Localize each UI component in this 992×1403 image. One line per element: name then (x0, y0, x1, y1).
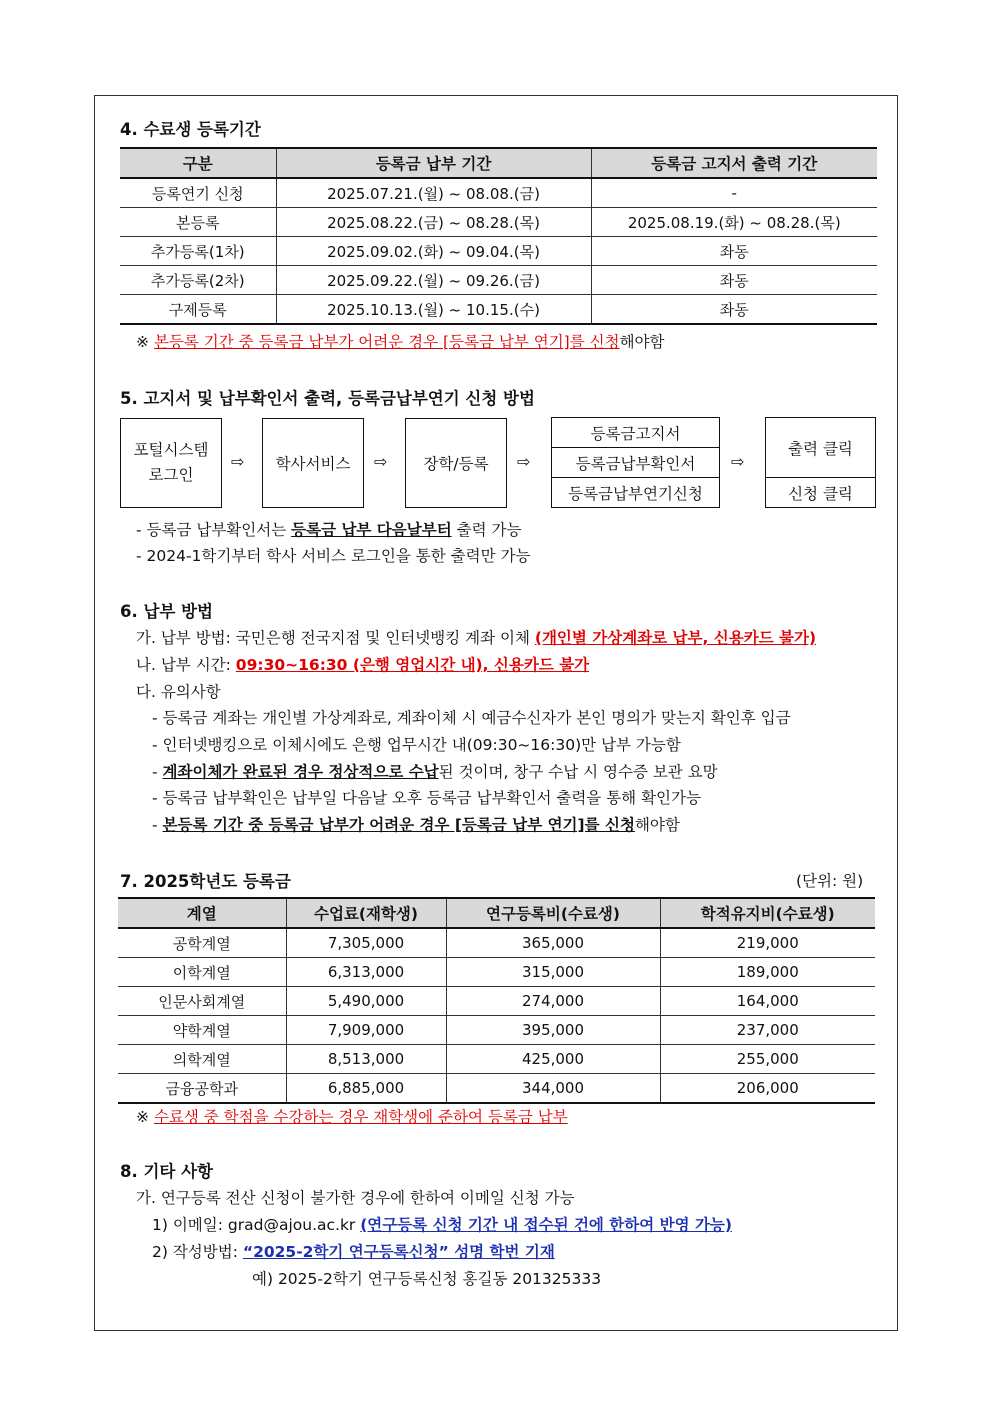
email-address-line (152, 1213, 732, 1235)
table-row (118, 1045, 875, 1074)
table-cell: 추가등록(1차) (120, 237, 276, 266)
table-cell: 219,000 (660, 928, 875, 958)
table-row (118, 1074, 875, 1104)
portal-login-box: 포털시스템 로그인 (120, 418, 222, 508)
note-bullet-2: - 인터넷뱅킹으로 이체시에도 은행 업무시간 내(09:30~16:30)만 납부 가능함 (152, 736, 681, 754)
table-header: 계열 (118, 898, 286, 928)
table-cell: 의학계열 (118, 1045, 286, 1074)
line-text: 된 것이며, 창구 수납 시 영수증 보관 요망 (438, 763, 718, 781)
table-cell: 6,313,000 (286, 958, 446, 987)
table-cell: 7,305,000 (286, 928, 446, 958)
line-emphasis: (연구등록 신청 기간 내 접수된 건에 한하여 반영 가능) (360, 1216, 732, 1234)
line-text: 출력 가능 (451, 521, 522, 539)
table-header: 수업료(재학생) (286, 898, 446, 928)
table-header: 등록금 고지서 출력 기간 (591, 148, 877, 178)
section-6-heading: 6. 납부 방법 (120, 602, 213, 621)
table-cell: 좌동 (591, 295, 877, 325)
line-text: 1) 이메일: grad@ajou.ac.kr (152, 1216, 361, 1234)
table-cell: 6,885,000 (286, 1074, 446, 1104)
table-cell: - (591, 178, 877, 208)
table-cell: 425,000 (446, 1045, 660, 1074)
table-cell: 189,000 (660, 958, 875, 987)
table-cell: 8,513,000 (286, 1045, 446, 1074)
table-cell: 좌동 (591, 266, 877, 295)
line-text: 2) 작성방법: (152, 1243, 243, 1261)
table-header: 등록금 납부 기간 (276, 148, 591, 178)
table-cell: 237,000 (660, 1016, 875, 1045)
table-cell: 255,000 (660, 1045, 875, 1074)
table-cell: 본등록 (120, 208, 276, 237)
table-cell: 2025.09.02.(화) ~ 09.04.(목) (276, 237, 591, 266)
note-tail: 해야함 (619, 333, 665, 351)
section-4-heading: 4. 수료생 등록기간 (120, 120, 261, 139)
note-emphasis: 본등록 기간 중 등록금 납부가 어려운 경우 [등록금 납부 연기]를 신청 (153, 333, 620, 351)
table-cell: 2025.07.21.(월) ~ 08.08.(금) (276, 178, 591, 208)
table-row (120, 208, 877, 237)
payment-time-line (136, 653, 589, 675)
table-row (120, 295, 877, 325)
table-row (120, 266, 877, 295)
payment-confirmation-box: 등록금납부확인서 (551, 447, 720, 478)
writing-method-line (152, 1240, 555, 1262)
note-bullet-3 (152, 760, 718, 782)
line-text: 가. 납부 방법: 국민은행 전국지점 및 인터넷뱅킹 계좌 이체 (136, 629, 535, 647)
table-row (118, 958, 875, 987)
table-cell: 164,000 (660, 987, 875, 1016)
table-cell: 5,490,000 (286, 987, 446, 1016)
arrow-icon: ⇨ (517, 452, 531, 471)
section-8-heading: 8. 기타 사항 (120, 1162, 213, 1181)
table-cell: 구제등록 (120, 295, 276, 325)
table-cell: 등록연기 신청 (120, 178, 276, 208)
table-cell: 2025.08.19.(화) ~ 08.28.(목) (591, 208, 877, 237)
line-text: - (152, 763, 163, 781)
arrow-icon: ⇨ (731, 452, 745, 471)
notes-heading: 다. 유의사항 (136, 683, 221, 701)
note-emphasis: 수료생 중 학점을 수강하는 경우 재학생에 준하여 등록금 납부 (153, 1108, 568, 1126)
note-bullet-1: - 등록금 계좌는 개인별 가상계좌로, 계좌이체 시 예금수신자가 본인 명의가 맞는지 확인후 입금 (152, 709, 791, 727)
print-click-box: 출력 클릭 (765, 417, 876, 478)
table-cell: 274,000 (446, 987, 660, 1016)
line-emphasis: “2025-2학기 연구등록신청” 성명 학번 기재 (242, 1243, 555, 1261)
section-7-note (136, 1105, 568, 1127)
unit-label: (단위: 원) (796, 872, 864, 890)
table-cell: 315,000 (446, 958, 660, 987)
tuition-table (118, 897, 875, 1104)
table-row (118, 1016, 875, 1045)
email-application-line: 가. 연구등록 전산 신청이 불가한 경우에 한하여 이메일 신청 가능 (136, 1189, 575, 1207)
section-4-note (136, 330, 665, 352)
table-row (120, 237, 877, 266)
note-mark: ※ (136, 333, 149, 351)
line-text: 나. 납부 시간: (136, 656, 236, 674)
table-cell: 약학계열 (118, 1016, 286, 1045)
section-5-line-1 (136, 518, 521, 540)
note-mark: ※ (136, 1108, 149, 1126)
arrow-icon: ⇨ (231, 452, 245, 471)
note-bullet-5 (152, 813, 680, 835)
line-text: - (152, 816, 163, 834)
scholarship-registration-box: 장학/등록 (405, 418, 507, 508)
table-cell: 7,909,000 (286, 1016, 446, 1045)
line-emphasis: 본등록 기간 중 등록금 납부가 어려운 경우 [등록금 납부 연기]를 신청 (162, 816, 635, 834)
table-header: 학적유지비(수료생) (660, 898, 875, 928)
table-row (118, 928, 875, 958)
table-cell: 206,000 (660, 1074, 875, 1104)
table-row (120, 178, 877, 208)
table-cell: 금융공학과 (118, 1074, 286, 1104)
line-emphasis: (개인별 가상계좌로 납부, 신용카드 불가) (534, 629, 817, 647)
table-cell: 2025.09.22.(월) ~ 09.26.(금) (276, 266, 591, 295)
example-line: 예) 2025-2학기 연구등록신청 홍길동 201325333 (252, 1270, 602, 1288)
arrow-icon: ⇨ (374, 452, 388, 471)
registration-period-table (120, 147, 877, 325)
academic-service-box: 학사서비스 (262, 418, 364, 508)
table-cell: 좌동 (591, 237, 877, 266)
note-bullet-4: - 등록금 납부확인은 납부일 다음날 오후 등록금 납부확인서 출력을 통해 확인가능 (152, 789, 701, 807)
line-emphasis: 계좌이체가 완료된 경우 정상적으로 수납 (162, 763, 439, 781)
payment-method-line (136, 626, 816, 648)
line-text: 해야함 (634, 816, 680, 834)
line-emphasis: 등록금 납부 다음날부터 (291, 521, 452, 539)
table-cell: 추가등록(2차) (120, 266, 276, 295)
section-5-line-2: - 2024-1학기부터 학사 서비스 로그인을 통한 출력만 가능 (136, 547, 531, 565)
line-text: - 등록금 납부확인서는 (136, 521, 292, 539)
table-cell: 344,000 (446, 1074, 660, 1104)
table-cell: 공학계열 (118, 928, 286, 958)
table-cell: 2025.08.22.(금) ~ 08.28.(목) (276, 208, 591, 237)
apply-click-box: 신청 클릭 (765, 477, 876, 508)
table-header: 구분 (120, 148, 276, 178)
payment-deferral-box: 등록금납부연기신청 (551, 477, 720, 508)
table-cell: 395,000 (446, 1016, 660, 1045)
table-header: 연구등록비(수료생) (446, 898, 660, 928)
table-cell: 인문사회계열 (118, 987, 286, 1016)
table-cell: 2025.10.13.(월) ~ 10.15.(수) (276, 295, 591, 325)
section-5-heading: 5. 고지서 및 납부확인서 출력, 등록금납부연기 신청 방법 (120, 389, 535, 408)
table-cell: 365,000 (446, 928, 660, 958)
table-row (118, 987, 875, 1016)
tuition-bill-box: 등록금고지서 (551, 417, 720, 448)
line-emphasis: 09:30~16:30 (은행 영업시간 내), 신용카드 불가 (235, 656, 590, 674)
section-7-heading: 7. 2025학년도 등록금 (120, 872, 291, 891)
table-cell: 이학계열 (118, 958, 286, 987)
